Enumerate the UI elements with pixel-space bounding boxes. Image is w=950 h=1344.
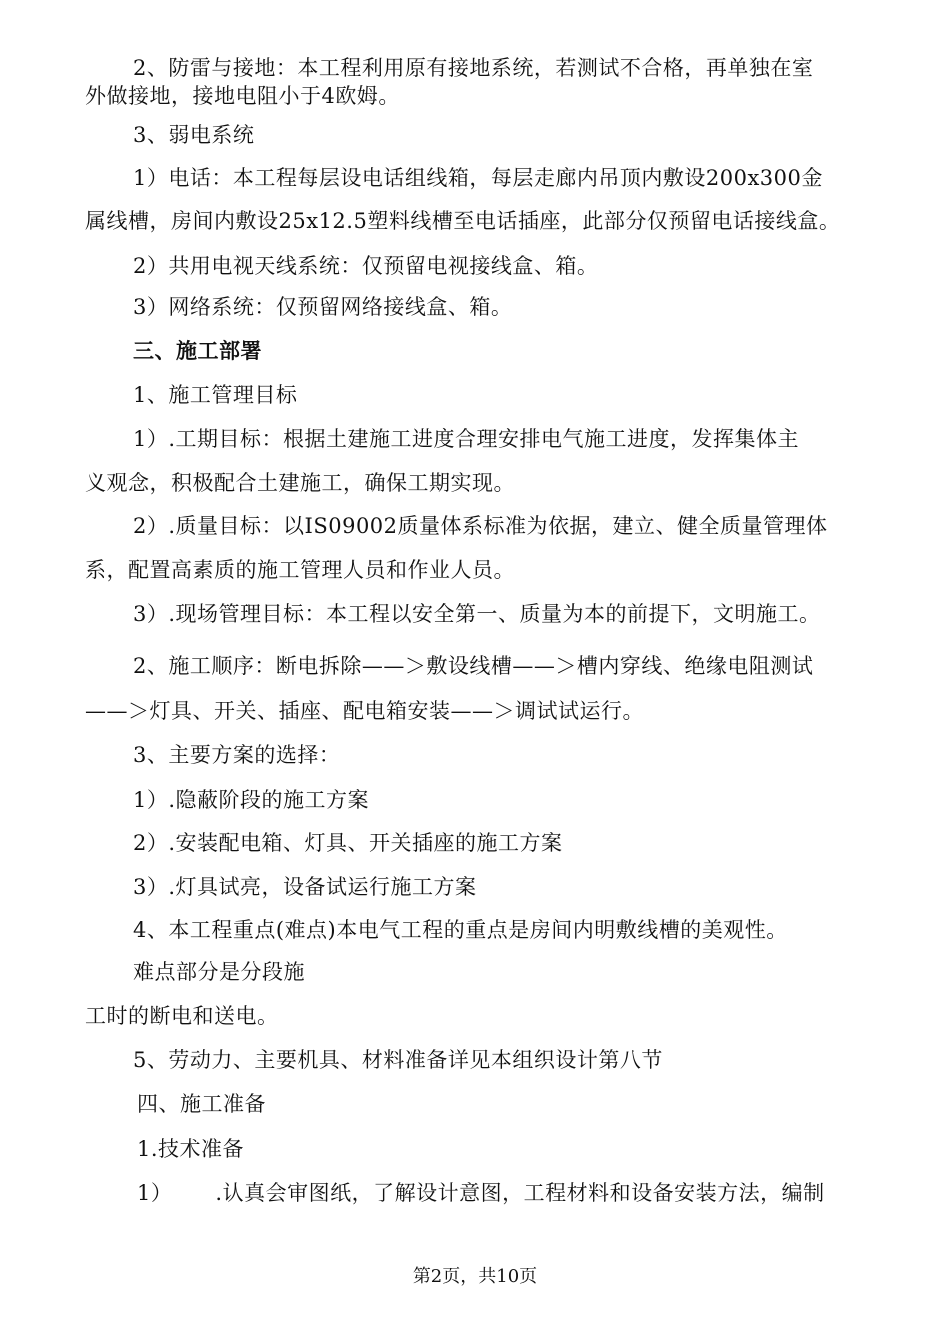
chapter-heading: 三、施工部署 <box>133 339 262 363</box>
paragraph-line: 难点部分是分段施 <box>133 960 305 984</box>
paragraph-line: 2）.质量目标：以IS09002质量体系标准为依据，建立、健全质量管理体 <box>133 514 828 538</box>
chapter-heading: 四、施工准备 <box>137 1092 266 1116</box>
paragraph-line: 3）.灯具试亮，设备试运行施工方案 <box>133 875 477 899</box>
section-heading: 3、弱电系统 <box>133 123 255 147</box>
paragraph-line: 属线槽，房间内敷设25x12.5塑料线槽至电话插座，此部分仅预留电话接线盒。 <box>85 209 841 233</box>
section-heading: 1.技术准备 <box>137 1137 245 1161</box>
paragraph-line: 1） .认真会审图纸，了解设计意图，工程材料和设备安装方法，编制 <box>137 1181 825 1205</box>
paragraph-line: 3）.现场管理目标：本工程以安全第一、质量为本的前提下，文明施工。 <box>133 602 821 626</box>
paragraph-line: 工时的断电和送电。 <box>85 1004 279 1028</box>
paragraph-line: 1）.工期目标：根据土建施工进度合理安排电气施工进度，发挥集体主 <box>133 427 800 451</box>
paragraph-line: 5、劳动力、主要机具、材料准备详见本组织设计第八节 <box>133 1048 663 1072</box>
paragraph-line: ——＞灯具、开关、插座、配电箱安装——＞调试试运行。 <box>85 699 644 723</box>
paragraph-line: 1）电话：本工程每层设电话组线箱，每层走廊内吊顶内敷设200x300金 <box>133 166 823 190</box>
paragraph-line: 系，配置高素质的施工管理人员和作业人员。 <box>85 558 515 582</box>
paragraph-line: 义观念，积极配合土建施工，确保工期实现。 <box>85 471 515 495</box>
paragraph-line: 2、施工顺序：断电拆除——＞敷设线槽——＞槽内穿线、绝缘电阻测试 <box>133 654 814 678</box>
section-heading: 3、主要方案的选择： <box>133 743 341 767</box>
page-footer: 第2页，共10页 <box>412 1266 538 1287</box>
paragraph-line: 2）.安装配电箱、灯具、开关插座的施工方案 <box>133 831 563 855</box>
paragraph-line: 2、防雷与接地：本工程利用原有接地系统，若测试不合格，再单独在室 <box>133 56 814 80</box>
paragraph-line: 3）网络系统：仅预留网络接线盒、箱。 <box>133 295 513 319</box>
paragraph-line: 2）共用电视天线系统：仅预留电视接线盒、箱。 <box>133 254 599 278</box>
paragraph-line: 4、本工程重点(难点)本电气工程的重点是房间内明敷线槽的美观性。 <box>133 918 788 942</box>
paragraph-line: 外做接地，接地电阻小于4欧姆。 <box>85 84 400 108</box>
section-heading: 1、施工管理目标 <box>133 383 298 407</box>
paragraph-line: 1）.隐蔽阶段的施工方案 <box>133 788 370 812</box>
